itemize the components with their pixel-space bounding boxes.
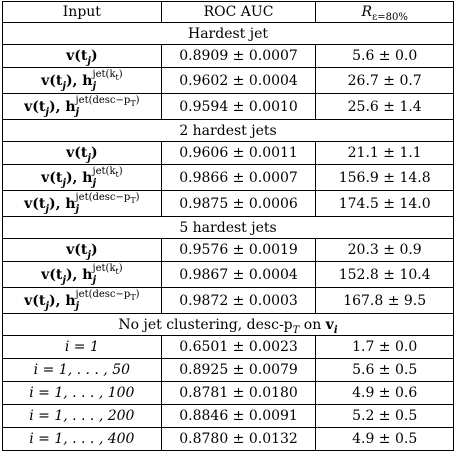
title-vec-sub: i: [333, 324, 338, 336]
input-cell: [3, 191, 162, 217]
roc-auc-cell: 0.9602 ± 0.0004: [161, 68, 316, 94]
h-sup-close: ): [135, 94, 140, 106]
roc-auc-cell: 0.8909 ± 0.0007: [161, 45, 316, 68]
r-eps-cell: 26.7 ± 0.7: [316, 68, 454, 94]
table-row: [3, 45, 454, 68]
roc-auc-cell: 0.9875 ± 0.0006: [161, 191, 316, 217]
h-scripts: [76, 96, 140, 118]
section-header-row: [3, 23, 454, 45]
table-row: [3, 336, 454, 359]
input-cell: i = 1, . . . , 50: [3, 359, 162, 382]
input-cell: i = 1, . . . , 200: [3, 405, 162, 428]
section-title: [3, 217, 454, 239]
roc-auc-cell: 0.9576 ± 0.0019: [161, 239, 316, 262]
input-close: ), h: [65, 266, 93, 283]
h-scripts: [93, 167, 123, 189]
section-title: [3, 314, 454, 336]
r-eps-cell: 5.2 ± 0.5: [316, 405, 454, 428]
input-cell: [3, 94, 162, 120]
input-cell: i = 1: [3, 336, 162, 359]
r-eps-cell: 1.7 ± 0.0: [316, 336, 454, 359]
title-prefix: No jet clustering, desc-p: [118, 316, 293, 333]
input-close: ), h: [48, 195, 76, 212]
section-header-row: [3, 314, 454, 336]
input-sub: j: [62, 177, 66, 189]
table-row: [3, 405, 454, 428]
r-eps-cell: 152.8 ± 10.4: [316, 262, 454, 288]
h-scripts: [76, 290, 140, 312]
section-header-row: [3, 217, 454, 239]
roc-auc-cell: 0.8925 ± 0.0079: [161, 359, 316, 382]
h-sup-sub: T: [130, 98, 136, 108]
roc-auc-cell: 0.8780 ± 0.0132: [161, 428, 316, 451]
input-cell: [3, 262, 162, 288]
h-sup-text: jet(desc−p: [75, 94, 131, 106]
r-eps-cell: 25.6 ± 1.4: [316, 94, 454, 120]
h-sub: j: [75, 300, 80, 312]
table-row: [3, 359, 454, 382]
roc-auc-cell: 0.6501 ± 0.0023: [161, 336, 316, 359]
title-mid: on: [299, 316, 326, 333]
table-row: [3, 288, 454, 314]
h-sub: j: [92, 80, 97, 92]
table-row: [3, 428, 454, 451]
input-sub: j: [87, 249, 91, 261]
input-sub: j: [87, 55, 91, 67]
input-cell: [3, 239, 162, 262]
roc-auc-cell: 0.8846 ± 0.0091: [161, 405, 316, 428]
r-eps-cell: 20.3 ± 0.9: [316, 239, 454, 262]
title-sub: T: [292, 324, 300, 336]
input-base: v(t: [66, 242, 88, 258]
header-roc-auc: ROC AUC: [161, 2, 316, 23]
section-header-row: [3, 120, 454, 142]
h-sup: [76, 290, 140, 300]
table-row: [3, 382, 454, 405]
h-sup-close: ): [118, 262, 123, 274]
h-sub: j: [75, 203, 80, 215]
h-sup-text: jet(k: [92, 262, 116, 274]
input-sub: j: [45, 203, 49, 215]
input-cell: [3, 68, 162, 94]
table-body: [3, 23, 454, 451]
h-sup-sub: t: [115, 266, 119, 276]
r-eps-cell: 4.9 ± 0.5: [316, 428, 454, 451]
input-sub: j: [45, 106, 49, 118]
input-cell: i = 1, . . . , 100: [3, 382, 162, 405]
r-eps-cell: 21.1 ± 1.1: [316, 142, 454, 165]
input-sub: j: [62, 80, 66, 92]
input-close: ), h: [48, 292, 76, 309]
input-cell: [3, 165, 162, 191]
h-sup-text: jet(k: [92, 165, 116, 177]
input-cell: [3, 142, 162, 165]
input-base: v(t: [41, 72, 63, 89]
h-sup-close: ): [135, 191, 140, 203]
roc-auc-cell: 0.9594 ± 0.0010: [161, 94, 316, 120]
table-row: [3, 165, 454, 191]
header-r-eps: $R_{\varepsilon=80\%}$: [316, 2, 454, 23]
h-scripts: [93, 264, 123, 286]
h-sup: [76, 193, 140, 203]
r-eps-cell: 167.8 ± 9.5: [316, 288, 454, 314]
input-close: ): [90, 242, 98, 258]
section-title-text: 5 hardest jets: [179, 219, 277, 236]
input-cell: i = 1, . . . , 400: [3, 428, 162, 451]
input-base: v(t: [24, 98, 46, 115]
table-row: [3, 239, 454, 262]
table-row: [3, 68, 454, 94]
input-close: ): [90, 48, 98, 64]
results-table: [2, 1, 454, 451]
input-base: v(t: [66, 145, 88, 161]
input-close: ), h: [65, 72, 93, 89]
h-sup-close: ): [118, 165, 123, 177]
h-sup-text: jet(k: [92, 68, 116, 80]
input-base: v(t: [66, 48, 88, 64]
h-sup-sub: T: [130, 292, 136, 302]
h-sup-text: jet(desc−p: [75, 288, 131, 300]
roc-auc-cell: 0.9872 ± 0.0003: [161, 288, 316, 314]
header-row: [3, 2, 454, 23]
header-input: Input: [3, 2, 162, 23]
input-close: ), h: [65, 169, 93, 186]
r-eps-cell: 174.5 ± 14.0: [316, 191, 454, 217]
h-sup-close: ): [135, 288, 140, 300]
roc-auc-cell: 0.9606 ± 0.0011: [161, 142, 316, 165]
r-eps-cell: 5.6 ± 0.5: [316, 359, 454, 382]
r-eps-cell: 5.6 ± 0.0: [316, 45, 454, 68]
h-sub: j: [75, 106, 80, 118]
h-scripts: [76, 193, 140, 215]
h-sup: [93, 70, 123, 80]
section-title: [3, 23, 454, 45]
h-sub: j: [92, 274, 97, 286]
section-title-text: 2 hardest jets: [179, 122, 277, 139]
input-sub: j: [62, 274, 66, 286]
input-base: v(t: [41, 169, 63, 186]
h-sup-close: ): [118, 68, 123, 80]
title-vec: v: [325, 316, 334, 333]
h-sup-text: jet(desc−p: [75, 191, 131, 203]
section-title: [3, 120, 454, 142]
input-close: ), h: [48, 98, 76, 115]
table-row: [3, 142, 454, 165]
section-title-text: [118, 316, 338, 336]
input-sub: j: [45, 300, 49, 312]
h-sup-sub: t: [115, 72, 119, 82]
r-eps-cell: 4.9 ± 0.6: [316, 382, 454, 405]
table-row: [3, 94, 454, 120]
roc-auc-cell: 0.9867 ± 0.0004: [161, 262, 316, 288]
r-eps-cell: 156.9 ± 14.8: [316, 165, 454, 191]
table-row: [3, 262, 454, 288]
input-base: v(t: [24, 195, 46, 212]
table-row: [3, 191, 454, 217]
input-cell: [3, 288, 162, 314]
h-sup: [93, 167, 123, 177]
section-title-text: Hardest jet: [187, 25, 268, 42]
input-base: v(t: [41, 266, 63, 283]
input-sub: j: [87, 152, 91, 164]
h-scripts: [93, 70, 123, 92]
h-sup-sub: t: [115, 169, 119, 179]
h-sub: j: [92, 177, 97, 189]
h-sup: [93, 264, 123, 274]
input-base: v(t: [24, 292, 46, 309]
input-cell: [3, 45, 162, 68]
roc-auc-cell: 0.9866 ± 0.0007: [161, 165, 316, 191]
roc-auc-cell: 0.8781 ± 0.0180: [161, 382, 316, 405]
input-close: ): [90, 145, 98, 161]
h-sup: [76, 96, 140, 106]
h-sup-sub: T: [130, 195, 136, 205]
